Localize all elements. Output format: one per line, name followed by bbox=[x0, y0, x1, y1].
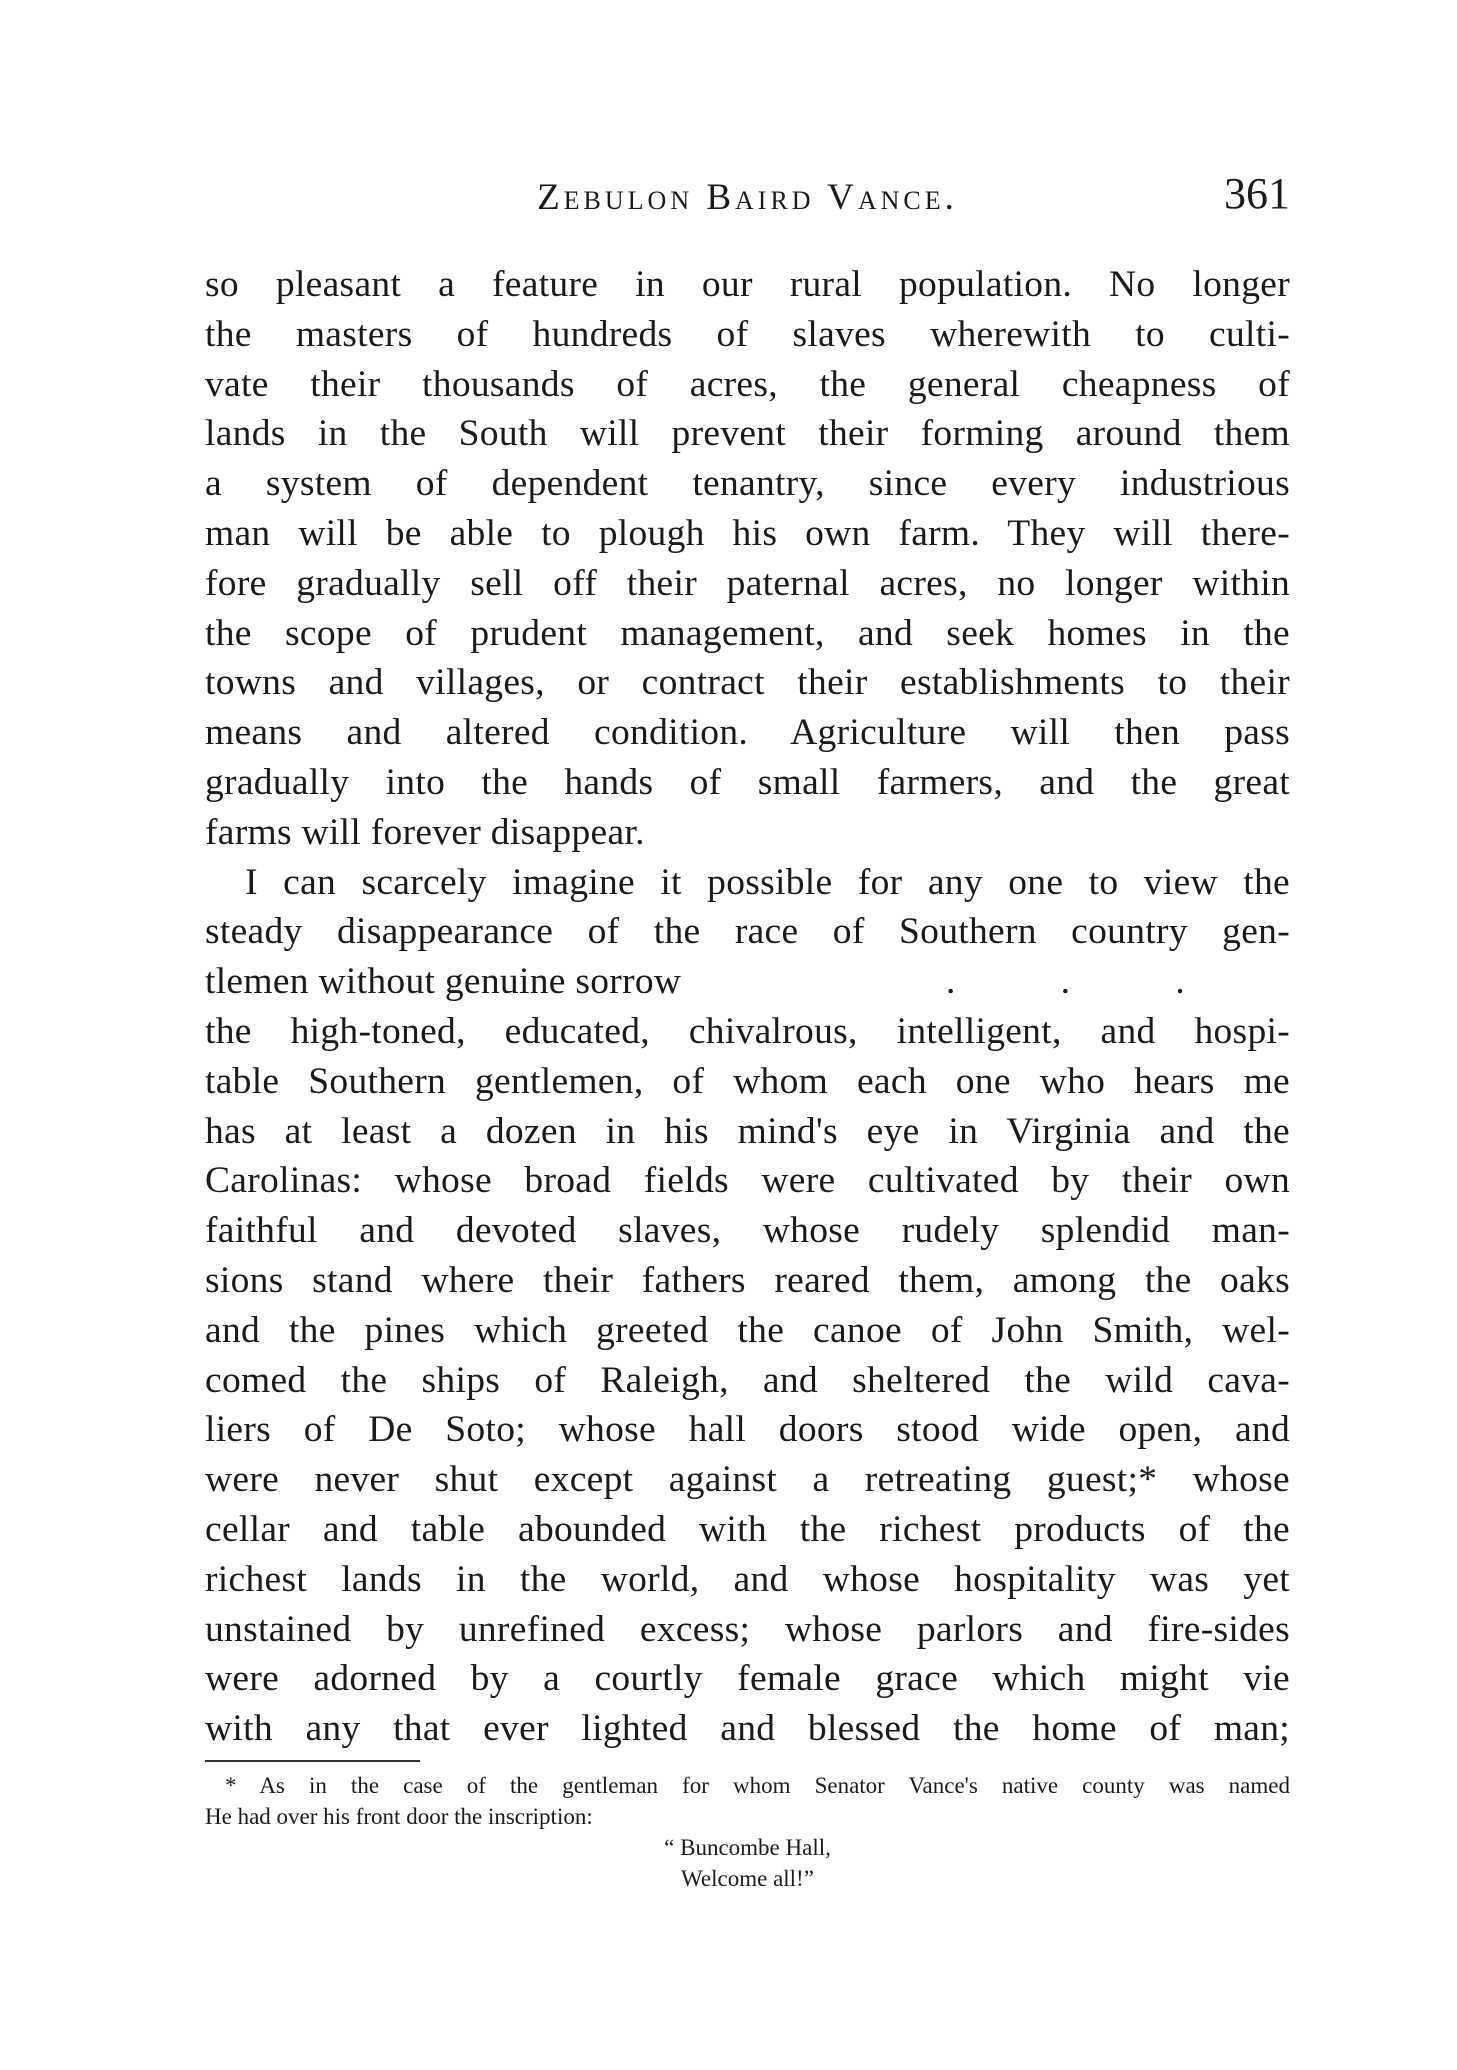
text-line: unstained by unrefined excess; whose parlors and fire-sides bbox=[205, 1608, 1290, 1650]
text-line: I can scarcely imagine it possible for any one to view the bbox=[245, 861, 1290, 903]
text-line: man will be able to plough his own farm. They will there- bbox=[205, 512, 1290, 554]
footnote-line: He had over his front door the inscription: bbox=[205, 1804, 593, 1829]
text-line: were adorned by a courtly female grace which might vie bbox=[205, 1658, 1290, 1700]
text-line: were never shut except against a retreating guest;* whose bbox=[205, 1459, 1290, 1501]
text-line: the scope of prudent management, and seek homes in the bbox=[205, 612, 1290, 654]
text-line: gradually into the hands of small farmers, and the great bbox=[205, 761, 1290, 803]
text-line: the high-toned, educated, chivalrous, intelligent, and hospi- bbox=[205, 1010, 1290, 1052]
text-line: farms will forever disappear. bbox=[205, 811, 645, 853]
page-number: 361 bbox=[1224, 169, 1290, 218]
text-line: richest lands in the world, and whose hospitality was yet bbox=[205, 1558, 1290, 1600]
text-line: Carolinas: whose broad fields were cultivated by their own bbox=[205, 1160, 1290, 1202]
footnote-rule bbox=[205, 1760, 420, 1762]
text-line: steady disappearance of the race of Southern country gen- bbox=[205, 911, 1290, 953]
text-line: comed the ships of Raleigh, and sheltered the wild cava- bbox=[205, 1359, 1290, 1401]
text-line: with any that ever lighted and blessed the home of man; bbox=[205, 1708, 1290, 1750]
ellipsis-dot: . bbox=[1060, 961, 1071, 1003]
running-title: Zebulon Baird Vance. bbox=[537, 177, 958, 218]
text-line: means and altered condition. Agriculture will then pass bbox=[205, 712, 1290, 754]
ellipsis-line bbox=[205, 957, 1290, 1007]
ellipsis-dot: . bbox=[945, 961, 956, 1003]
text-line: tlemen without genuine sorrow bbox=[205, 961, 682, 1003]
paragraph-2 bbox=[205, 858, 1290, 1754]
text-line: a system of dependent tenantry, since every industrious bbox=[205, 463, 1290, 505]
body-text bbox=[205, 260, 1290, 1754]
text-line: liers of De Soto; whose hall doors stood wide open, and bbox=[205, 1409, 1290, 1451]
footnote-verse-line: Welcome all!” bbox=[681, 1866, 814, 1891]
footnote bbox=[205, 1770, 1290, 1894]
paragraph-1 bbox=[205, 260, 1290, 858]
text-line: has at least a dozen in his mind's eye in Virginia and the bbox=[205, 1110, 1290, 1152]
text-line: the masters of hundreds of slaves wherewith to culti- bbox=[205, 313, 1290, 355]
footnote-line: * As in the case of the gentleman for whom Senator Vance's native county was named bbox=[225, 1773, 1290, 1798]
ellipsis-dots bbox=[946, 957, 1185, 1007]
text-line: lands in the South will prevent their forming around them bbox=[205, 413, 1290, 455]
text-line: table Southern gentlemen, of whom each one who hears me bbox=[205, 1060, 1290, 1102]
footnote-verse-line: “ Buncombe Hall, bbox=[664, 1835, 831, 1860]
running-head bbox=[205, 168, 1290, 228]
ellipsis-dot: . bbox=[1175, 961, 1185, 1003]
text-line: sions stand where their fathers reared them, among the oaks bbox=[205, 1259, 1290, 1301]
text-line: towns and villages, or contract their establishments to their bbox=[205, 662, 1290, 704]
text-line: vate their thousands of acres, the general cheapness of bbox=[205, 363, 1290, 405]
text-line: faithful and devoted slaves, whose rudely splendid man- bbox=[205, 1210, 1290, 1252]
text-line: cellar and table abounded with the richest products of the bbox=[205, 1508, 1290, 1550]
text-line: so pleasant a feature in our rural population. No longer bbox=[205, 264, 1290, 305]
text-line: fore gradually sell off their paternal acres, no longer within bbox=[205, 562, 1290, 604]
text-line: and the pines which greeted the canoe of John Smith, wel- bbox=[205, 1309, 1290, 1351]
